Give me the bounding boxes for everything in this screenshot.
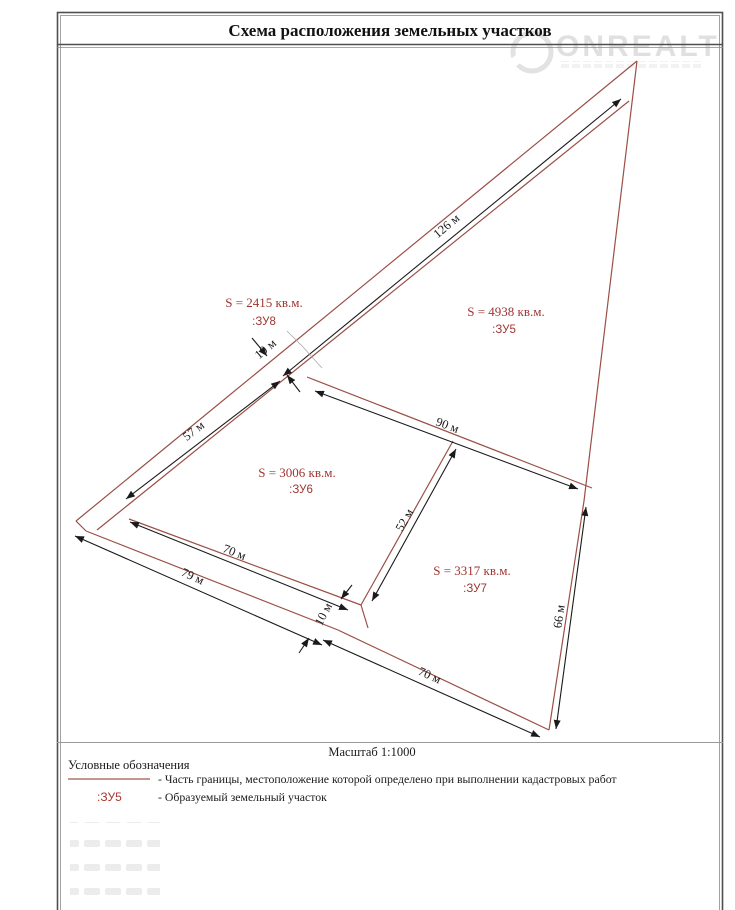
parcel-zu8-code-label: :ЗУ8 bbox=[252, 316, 276, 328]
dim-line-52m bbox=[372, 449, 456, 601]
parcel-zu6-code-label: :ЗУ6 bbox=[289, 484, 313, 496]
dim-label-90m: 90 м bbox=[433, 414, 461, 436]
scale-label: Масштаб 1:1000 bbox=[328, 745, 416, 759]
dim-label-70m-zu7: 70 м bbox=[416, 664, 444, 687]
legend-heading: Условные обозначения bbox=[68, 758, 190, 772]
dim-label-70m-zu6: 70 м bbox=[220, 541, 248, 564]
dimension-labels bbox=[179, 211, 568, 687]
watermark-brand-text: ONREALT bbox=[556, 30, 720, 63]
dim-label-10m-jog: 10 м bbox=[311, 600, 336, 628]
parcel-zu5-area-label: S = 4938 кв.м. bbox=[467, 304, 545, 319]
legend-item-boundary-text: - Часть границы, местоположение которой определено при выполнении кадастровых работ bbox=[158, 772, 617, 786]
parcel-zu7-code-label: :ЗУ7 bbox=[463, 583, 487, 595]
dim-label-57m: 57 м bbox=[179, 418, 208, 444]
dim-arrow-10m-strip-b bbox=[287, 375, 300, 392]
legend bbox=[68, 758, 617, 804]
legend-item-parcel-text: - Образуемый земельный участок bbox=[158, 790, 327, 804]
boundary-outer-diagonal bbox=[76, 61, 637, 521]
dim-label-52m: 52 м bbox=[392, 506, 417, 534]
dim-line-70m-zu7 bbox=[323, 640, 540, 737]
dim-line-79m bbox=[75, 536, 322, 645]
legend-item-parcel-symbol: :ЗУ5 bbox=[97, 790, 122, 804]
page-title: Схема расположения земельных участков bbox=[228, 21, 552, 40]
boundary-lower-outer bbox=[86, 531, 338, 630]
dim-arrow-10m-jog-b bbox=[299, 638, 309, 653]
dim-label-79m: 79 м bbox=[179, 565, 207, 588]
parcel-zu5-code-label: :ЗУ5 bbox=[492, 324, 516, 336]
boundary-zu7-bottom bbox=[338, 630, 549, 730]
dim-label-66m: 66 м bbox=[550, 603, 568, 630]
dim-label-126m: 126 м bbox=[430, 210, 463, 241]
dim-line-57m bbox=[126, 381, 280, 499]
dimension-lines bbox=[75, 99, 621, 737]
dim-line-90m bbox=[315, 391, 578, 489]
dim-arrow-10m-jog-a bbox=[341, 585, 352, 599]
parcel-zu6-area-label: S = 3006 кв.м. bbox=[258, 465, 336, 480]
dim-label-10m-strip: 10 м bbox=[251, 336, 279, 362]
dim-line-70m-zu6 bbox=[130, 522, 348, 610]
watermark-dot-grid bbox=[70, 822, 160, 906]
dim-line-126m bbox=[283, 99, 621, 376]
boundary-inner-diagonal bbox=[97, 101, 629, 530]
parcel-zu8-area-label: S = 2415 кв.м. bbox=[225, 295, 303, 310]
boundary-jog bbox=[361, 605, 368, 628]
parcel-boundaries bbox=[76, 61, 637, 730]
parcel-zu7-area-label: S = 3317 кв.м. bbox=[433, 563, 511, 578]
watermark-subtext-row bbox=[558, 61, 704, 68]
boundary-left-corner bbox=[76, 521, 86, 531]
boundary-triangle-right-side bbox=[584, 61, 637, 501]
